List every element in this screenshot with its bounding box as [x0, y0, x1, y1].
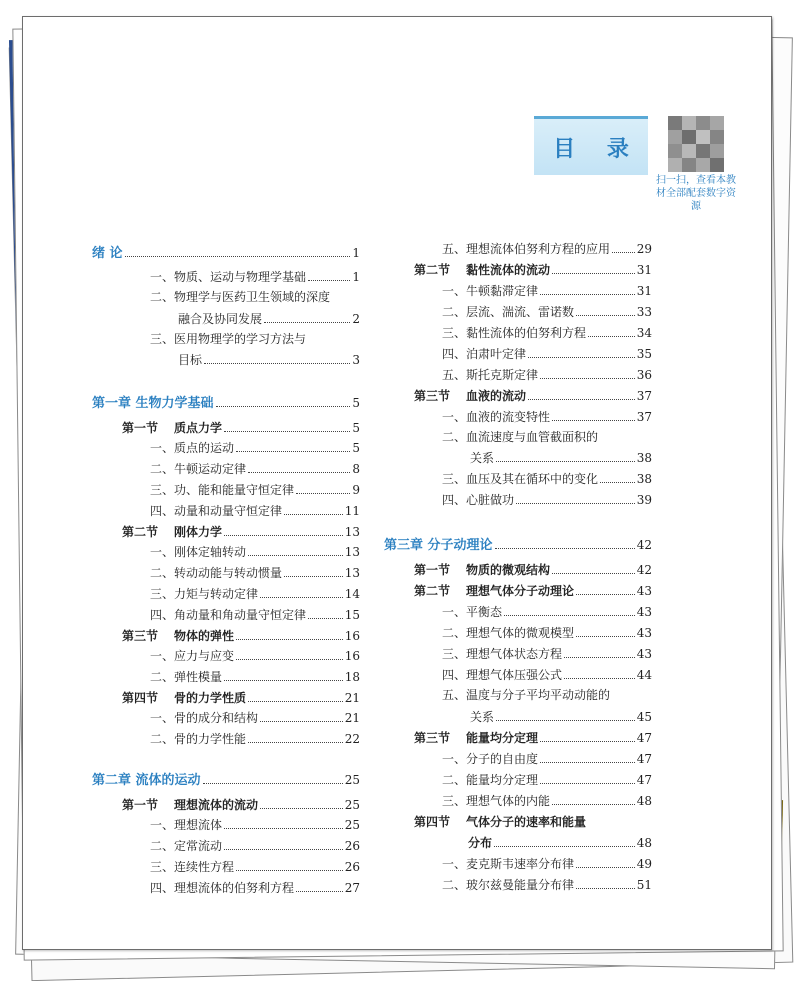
toc-item-line1[interactable]: 二、血流速度与血管截面积的 [442, 430, 599, 444]
toc-item[interactable]: 一、质点的运动 5 [150, 441, 360, 455]
toc-title-box [534, 116, 648, 175]
toc-section[interactable]: 第一节 理想流体的流动 25 [122, 798, 360, 812]
toc-item-line1[interactable]: 五、温度与分子平均平动动能的 [442, 688, 611, 702]
toc-item[interactable]: 一、理想流体 25 [150, 818, 360, 832]
toc-item[interactable]: 一、分子的自由度 47 [442, 752, 652, 766]
toc-chapter-3[interactable]: 第三章 分子动理论 42 [384, 538, 652, 553]
toc-section[interactable]: 第二节 刚体力学 13 [122, 525, 360, 539]
toc-chapter-2[interactable]: 第二章 流体的运动 25 [92, 773, 360, 788]
toc-item[interactable]: 四、角动量和角动量守恒定律 15 [150, 608, 360, 622]
toc-item[interactable]: 四、理想气体压强公式 44 [442, 668, 652, 682]
toc-item-line1[interactable]: 三、医用物理学的学习方法与 [150, 332, 307, 346]
toc-item[interactable]: 四、理想流体的伯努利方程 27 [150, 881, 360, 895]
toc-item[interactable]: 一、物质、运动与物理学基础 1 [150, 270, 360, 284]
toc-item[interactable]: 一、平衡态 43 [442, 605, 652, 619]
toc-item[interactable]: 三、连续性方程 26 [150, 860, 360, 874]
toc-item[interactable]: 三、理想气体状态方程 43 [442, 647, 652, 661]
toc-item[interactable]: 三、黏性流体的伯努利方程 34 [442, 326, 652, 340]
toc-item[interactable]: 一、血液的流变特性 37 [442, 410, 652, 424]
toc-item[interactable]: 一、应力与应变 16 [150, 649, 360, 663]
toc-item[interactable]: 五、斯托克斯定律 36 [442, 368, 652, 382]
toc-item[interactable]: 三、功、能和能量守恒定律 9 [150, 483, 360, 497]
toc-section[interactable]: 第四节 骨的力学性质 21 [122, 691, 360, 705]
toc-section[interactable]: 第三节 血液的流动 37 [414, 389, 652, 403]
toc-item[interactable]: 关系 38 [470, 451, 652, 465]
toc-item[interactable]: 二、定常流动 26 [150, 839, 360, 853]
toc-item[interactable]: 四、动量和动量守恒定律 11 [150, 504, 360, 518]
toc-intro[interactable]: 绪 论 1 [92, 246, 360, 261]
toc-item[interactable]: 二、牛顿运动定律 8 [150, 462, 360, 476]
toc-item[interactable]: 融合及协同发展 2 [178, 312, 360, 326]
toc-section[interactable]: 第一节 质点力学 5 [122, 421, 360, 435]
toc-section[interactable]: 第二节 黏性流体的流动 31 [414, 263, 652, 277]
toc-section[interactable]: 第三节 物体的弹性 16 [122, 629, 360, 643]
toc-item[interactable]: 三、理想气体的内能 48 [442, 794, 652, 808]
toc-section[interactable]: 第二节 理想气体分子动理论 43 [414, 584, 652, 598]
toc-item[interactable]: 三、血压及其在循环中的变化 38 [442, 472, 652, 486]
toc-item[interactable]: 二、骨的力学性能 22 [150, 732, 360, 746]
toc-item-line1[interactable]: 二、物理学与医药卫生领域的深度 [150, 290, 331, 304]
toc-section[interactable]: 第一节 物质的微观结构 42 [414, 563, 652, 577]
toc-section-line1[interactable]: 第四节 气体分子的速率和能量 [414, 815, 587, 829]
toc-item[interactable]: 关系 45 [470, 710, 652, 724]
toc-item[interactable]: 三、力矩与转动定律 14 [150, 587, 360, 601]
toc-item[interactable]: 目标 3 [178, 353, 360, 367]
toc-item[interactable]: 二、层流、湍流、雷诺数 33 [442, 305, 652, 319]
toc-chapter-1[interactable]: 第一章 生物力学基础 5 [92, 396, 360, 411]
toc-item[interactable]: 二、转动动能与转动惯量 13 [150, 566, 360, 580]
toc-item[interactable]: 一、牛顿黏滞定律 31 [442, 284, 652, 298]
toc-item[interactable]: 一、骨的成分和结构 21 [150, 711, 360, 725]
toc-item[interactable]: 一、刚体定轴转动 13 [150, 545, 360, 559]
toc-section[interactable]: 第三节 能量均分定理 47 [414, 731, 652, 745]
toc-item[interactable]: 四、心脏做功 39 [442, 493, 652, 507]
toc-item[interactable]: 五、理想流体伯努利方程的应用 29 [442, 242, 652, 256]
toc-title: 目 录 [553, 136, 641, 162]
toc-section[interactable]: 分布 48 [468, 836, 652, 850]
toc-item[interactable]: 二、能量均分定理 47 [442, 773, 652, 787]
toc-item[interactable]: 一、麦克斯韦速率分布律 49 [442, 857, 652, 871]
toc-item[interactable]: 二、理想气体的微观模型 43 [442, 626, 652, 640]
qr-code-icon[interactable] [668, 116, 724, 172]
qr-caption: 扫一扫，查看本教材全部配套数字资源 [656, 175, 736, 212]
toc-item[interactable]: 四、泊肃叶定律 35 [442, 347, 652, 361]
toc-item[interactable]: 二、弹性模量 18 [150, 670, 360, 684]
toc-item[interactable]: 二、玻尔兹曼能量分布律 51 [442, 878, 652, 892]
